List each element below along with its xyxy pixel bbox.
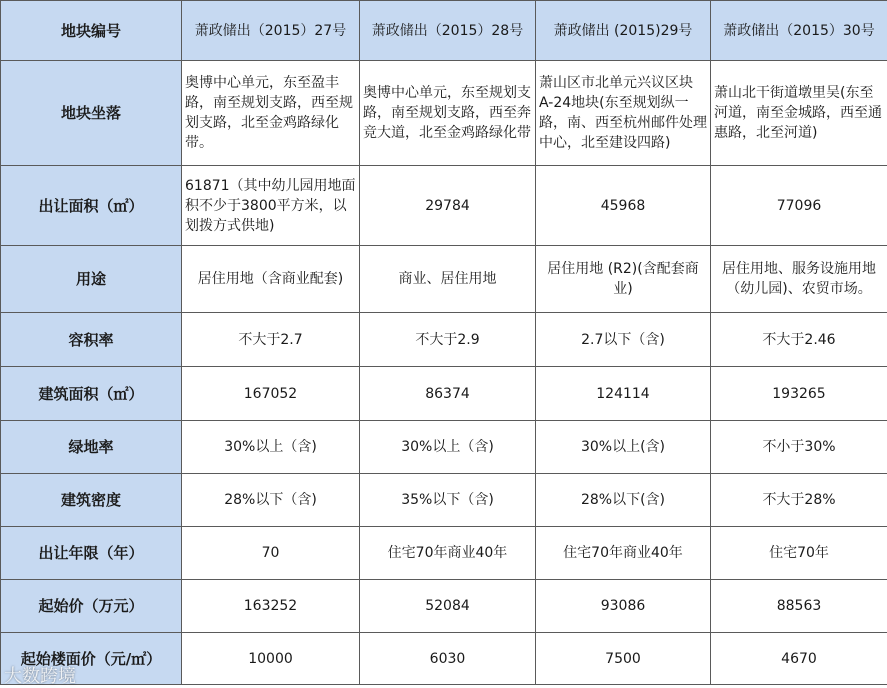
table-row <box>1 474 887 527</box>
parcel-id-cell: 萧政储出（2015）28号 <box>360 1 536 61</box>
row-label: 用途 <box>1 246 182 313</box>
table-cell: 不大于2.7 <box>182 313 360 367</box>
table-cell: 124114 <box>536 367 711 421</box>
table-row <box>1 166 887 246</box>
table-cell: 住宅70年商业40年 <box>360 527 536 580</box>
parcel-id-cell: 萧政储出 (2015)29号 <box>536 1 711 61</box>
table-cell: 163252 <box>182 580 360 633</box>
table-cell: 7500 <box>536 633 711 685</box>
table-cell: 萧山北干街道墩里吴(东至河道，南至金城路，西至通惠路，北至河道) <box>711 61 887 166</box>
row-label: 建筑面积（㎡） <box>1 367 182 421</box>
table-cell: 住宅70年商业40年 <box>536 527 711 580</box>
table-row <box>1 633 887 685</box>
table-header-row <box>1 1 887 61</box>
table-row <box>1 61 887 166</box>
row-label: 建筑密度 <box>1 474 182 527</box>
table-cell: 193265 <box>711 367 887 421</box>
table-cell: 88563 <box>711 580 887 633</box>
row-label: 绿地率 <box>1 421 182 474</box>
table-cell: 29784 <box>360 166 536 246</box>
table-cell: 30%以上(含) <box>536 421 711 474</box>
table-cell: 52084 <box>360 580 536 633</box>
table-cell: 不大于2.46 <box>711 313 887 367</box>
table-cell: 167052 <box>182 367 360 421</box>
row-label: 出让面积（㎡） <box>1 166 182 246</box>
table-cell: 35%以下（含) <box>360 474 536 527</box>
table-cell: 商业、居住用地 <box>360 246 536 313</box>
row-label: 出让年限（年） <box>1 527 182 580</box>
row-label: 地块坐落 <box>1 61 182 166</box>
table-row <box>1 313 887 367</box>
row-label: 起始楼面价（元/㎡） <box>1 633 182 685</box>
table-cell: 28%以下(含) <box>536 474 711 527</box>
row-label: 地块编号 <box>1 1 182 61</box>
table-cell: 45968 <box>536 166 711 246</box>
row-label: 起始价（万元） <box>1 580 182 633</box>
parcel-id-cell: 萧政储出（2015）27号 <box>182 1 360 61</box>
table-cell: 30%以上（含) <box>182 421 360 474</box>
table-cell: 居住用地、服务设施用地（幼儿园)、农贸市场。 <box>711 246 887 313</box>
table-cell: 居住用地（含商业配套) <box>182 246 360 313</box>
table-cell: 86374 <box>360 367 536 421</box>
table-cell: 不小于30% <box>711 421 887 474</box>
table-row <box>1 580 887 633</box>
table-cell: 奥博中心单元，东至规划支路，南至规划支路，西至奔竞大道，北至金鸡路绿化带 <box>360 61 536 166</box>
table-cell: 奥博中心单元，东至盈丰路，南至规划支路，西至规划支路，北至金鸡路绿化带。 <box>182 61 360 166</box>
table-cell: 10000 <box>182 633 360 685</box>
table-row <box>1 421 887 474</box>
table-cell: 4670 <box>711 633 887 685</box>
table-cell: 萧山区市北单元兴议区块A-24地块(东至规划纵一路，南、西至杭州邮件处理中心，北至建设四路) <box>536 61 711 166</box>
table-cell: 28%以下（含) <box>182 474 360 527</box>
row-label: 容积率 <box>1 313 182 367</box>
table-cell: 2.7以下（含) <box>536 313 711 367</box>
table-row <box>1 367 887 421</box>
table-cell: 居住用地 (R2)(含配套商业) <box>536 246 711 313</box>
table-cell: 70 <box>182 527 360 580</box>
watermark-text: 大数跨境 <box>4 666 76 687</box>
table-cell: 77096 <box>711 166 887 246</box>
table-cell: 93086 <box>536 580 711 633</box>
table-cell: 61871（其中幼儿园用地面积不少于3800平方米，以划拨方式供地) <box>182 166 360 246</box>
table-cell: 不大于28% <box>711 474 887 527</box>
table-cell: 30%以上（含) <box>360 421 536 474</box>
table-cell: 住宅70年 <box>711 527 887 580</box>
table-row <box>1 246 887 313</box>
table-cell: 6030 <box>360 633 536 685</box>
parcel-id-cell: 萧政储出（2015）30号 <box>711 1 887 61</box>
table-cell: 不大于2.9 <box>360 313 536 367</box>
table-row <box>1 527 887 580</box>
